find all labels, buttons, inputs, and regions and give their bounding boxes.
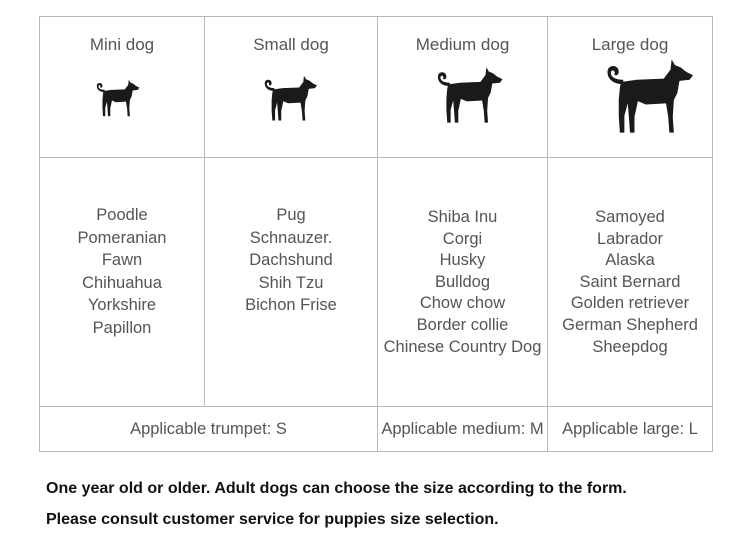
dog-silhouette-icon [588,55,708,145]
breed-item: Chihuahua [82,273,162,292]
breed-item: Chow chow [419,294,506,313]
breed-item: Poodle [96,206,148,224]
breed-list-medium [378,158,547,358]
breed-item: Alaska [605,251,655,270]
size-name-large: Large dog [591,35,669,54]
size-header-large [548,17,713,158]
breed-item: Shih Tzu [258,273,324,292]
dog-silhouette-icon [252,73,327,128]
breed-item: Yorkshire [87,296,157,315]
breed-item: Labrador [596,229,664,248]
breed-cell-mini [40,158,205,407]
fit-row [40,407,713,452]
breed-item: Dachshund [249,251,333,270]
fit-label-small: Applicable trumpet: S [40,407,378,452]
dog-silhouette-icon [89,77,145,123]
breed-item: Saint Bernard [579,272,681,291]
breed-item: Sheepdog [592,337,668,356]
size-name-small: Small dog [253,35,329,54]
fit-label-medium: Applicable medium: M [378,407,548,452]
size-name-medium: Medium dog [415,35,510,54]
size-name-mini: Mini dog [89,35,155,54]
breed-item: Chinese Country Dog [383,337,542,356]
breed-row [40,158,713,407]
dog-silhouette-icon [421,64,516,132]
puppy-size-note: Please consult customer service for puppies size selection. [46,511,499,528]
size-header-small [205,17,378,158]
breed-list-large [548,158,712,358]
breed-list-small [205,158,377,317]
breed-item: Fawn [101,251,143,270]
size-header-mini [40,17,205,158]
breed-item: German Shepherd [562,315,698,334]
size-header-row [40,17,713,158]
adult-size-note: One year old or older. Adult dogs can choose the size according to the form. [46,480,627,497]
breed-item: Golden retriever [570,294,690,313]
breed-cell-small [205,158,378,407]
breed-item: Husky [439,251,486,270]
breed-item: Pomeranian [77,228,167,247]
breed-item: Schnauzer. [249,228,333,247]
breed-item: Corgi [442,229,483,248]
size-header-medium [378,17,548,158]
breed-item: Samoyed [595,208,665,226]
breed-item: Bulldog [434,272,491,291]
breed-item: Shiba Inu [427,208,498,226]
breed-list-mini [40,158,204,340]
breed-item: Papillon [92,318,152,337]
breed-cell-medium [378,158,548,407]
breed-item: Bichon Frise [245,296,337,315]
breed-item: Border collie [416,315,509,334]
size-table [39,16,713,452]
breed-cell-large [548,158,713,407]
fit-label-large: Applicable large: L [548,407,713,452]
breed-item: Pug [276,206,306,224]
